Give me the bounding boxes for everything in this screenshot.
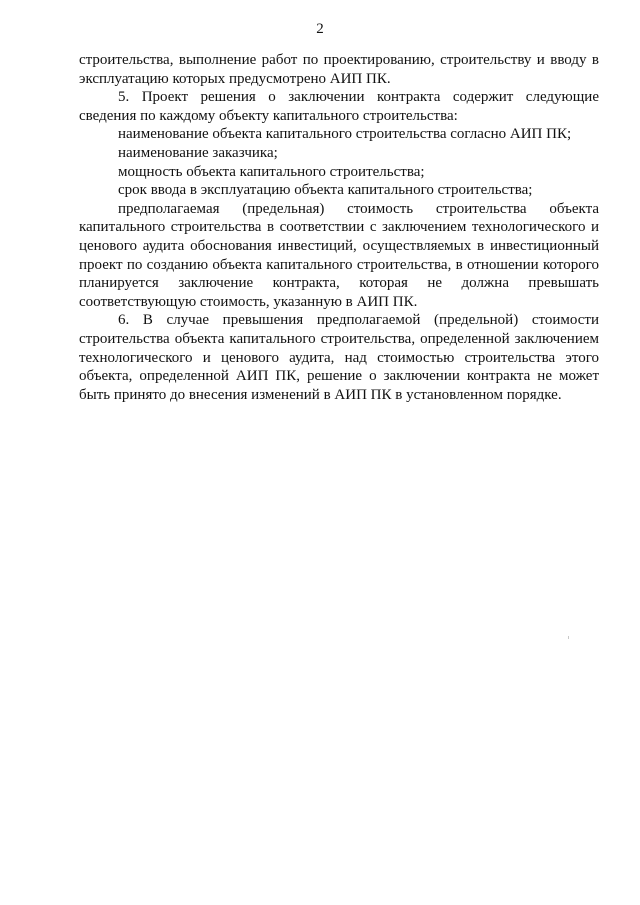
page-number: 2	[316, 21, 324, 37]
list-item-commissioning-date: срок ввода в эксплуатацию объекта капитального строительства;	[118, 182, 533, 199]
paragraph-item-6: 6. В случае превышения предполагаемой (предельной) стоимости строительства объекта капитального строительства, определенной заключением технологического и ценового аудита, над стоимостью строительства этого объекта, определенной АИП ПК, решение о заключении контракта не может быть принято до внесения изменений в АИП ПК в установленном порядке.	[79, 312, 599, 403]
list-item-estimated-cost: предполагаемая (предельная) стоимость строительства объекта капитального строительства в соответствии с заключением технологического и ценового аудита обоснования инвестиций, осуществляемых в инвестиционный проект по созданию объекта капитального строительства, в отношении которого планируется заключение контракта, которая не должна превышать соответствующую стоимость, указанную в АИП ПК.	[79, 200, 599, 310]
list-item-capacity: мощность объекта капитального строительства;	[118, 163, 425, 180]
list-item-object-name: наименование объекта капитального строительства согласно АИП ПК;	[118, 126, 572, 143]
document-body	[79, 51, 599, 404]
paragraph-continuation: строительства, выполнение работ по проектированию, строительству и вводу в эксплуатацию которых предусмотрено АИП ПК.	[79, 52, 599, 87]
scan-speck	[568, 636, 569, 639]
list-item-customer-name: наименование заказчика;	[118, 144, 278, 161]
paragraph-item-5: 5. Проект решения о заключении контракта содержит следующие сведения по каждому объекту капитального строительства:	[79, 89, 599, 124]
